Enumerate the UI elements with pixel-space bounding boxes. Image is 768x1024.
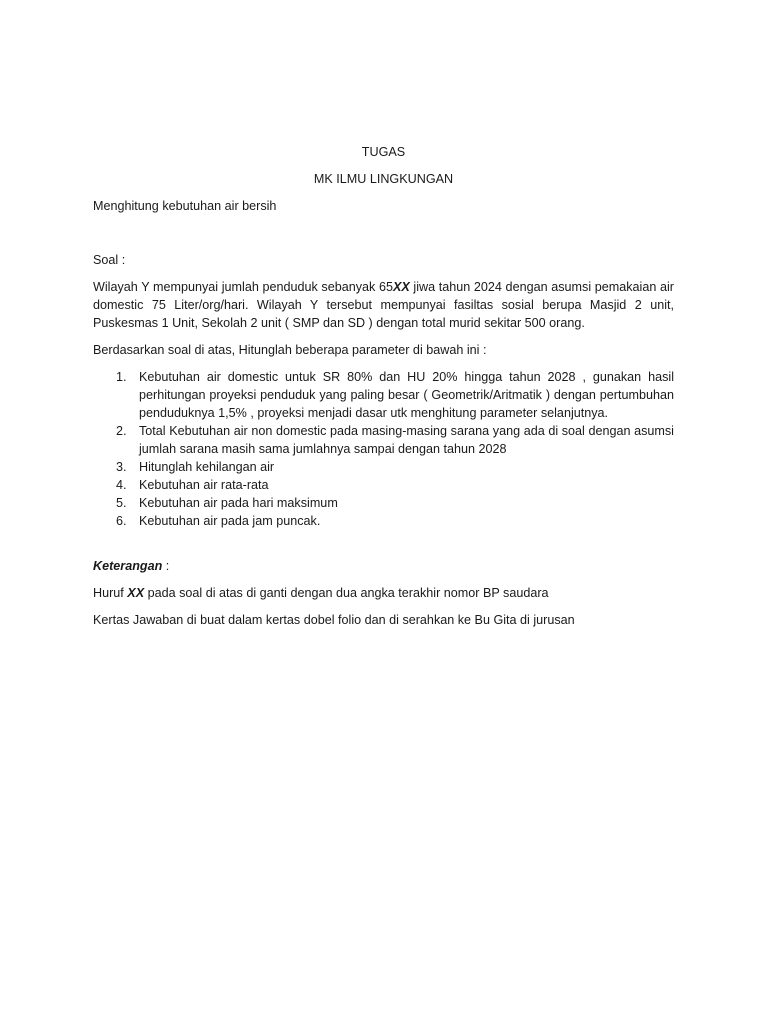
list-item <box>93 368 674 422</box>
list-item-number: 5. <box>116 496 127 510</box>
list-item-number: 3. <box>116 460 127 474</box>
list-item <box>93 476 674 494</box>
list-item <box>93 422 674 458</box>
spacer <box>93 530 674 557</box>
parameter-list <box>93 368 674 530</box>
document-topic: Menghitung kebutuhan air bersih <box>93 199 277 213</box>
soal-label: Soal : <box>93 253 126 267</box>
keterangan-note-2: Kertas Jawaban di buat dalam kertas dobel folio dan di serahkan ke Bu Gita di jurusan <box>93 613 575 627</box>
keterangan-label: Keterangan <box>93 559 163 573</box>
note1-placeholder: XX <box>127 586 145 600</box>
list-item-text: Hitunglah kehilangan air <box>139 460 275 474</box>
list-item-text: Kebutuhan air pada hari maksimum <box>139 496 338 510</box>
note1-part1: Huruf <box>93 586 128 600</box>
keterangan-heading <box>93 557 674 575</box>
list-item-text: Kebutuhan air pada jam puncak. <box>139 514 321 528</box>
list-item-number: 6. <box>116 514 127 528</box>
document-title: TUGAS <box>361 145 406 159</box>
list-item-text: Kebutuhan air rata-rata <box>139 478 269 492</box>
list-item-number: 1. <box>116 370 127 384</box>
document-subtitle: MK ILMU LINGKUNGAN <box>313 172 454 186</box>
list-item <box>93 494 674 512</box>
problem-placeholder: XX <box>392 280 410 294</box>
instruction-text: Berdasarkan soal di atas, Hitunglah beberapa parameter di bawah ini : <box>93 343 487 357</box>
document-content <box>93 143 674 638</box>
note1-part2: pada soal di atas di ganti dengan dua angka terakhir nomor BP saudara <box>144 586 549 600</box>
keterangan-colon: : <box>162 559 170 573</box>
problem-statement <box>93 278 674 332</box>
list-item-text: Total Kebutuhan air non domestic pada masing-masing sarana yang ada di soal dengan asumsi jumlah sarana masih sama jumlahnya sampai dengan tahun 2028 <box>139 424 674 456</box>
list-item <box>93 512 674 530</box>
list-item-text: Kebutuhan air domestic untuk SR 80% dan HU 20% hingga tahun 2028 , gunakan hasil perhitungan proyeksi penduduk yang paling besar ( Geometrik/Aritmatik ) dengan pertumbuhan penduduknya 1,5% , proyeksi menjadi dasar utk menghitung parameter selanjutnya. <box>139 370 674 420</box>
list-item-number: 2. <box>116 424 127 438</box>
list-item-number: 4. <box>116 478 127 492</box>
problem-text-part2: jiwa tahun 2024 dengan asumsi pemakaian air domestic 75 Liter/org/hari. Wilayah Y tersebut mempunyai fasiltas sosial berupa Masjid 2 unit, Puskesmas 1 Unit, Sekolah 2 unit ( SMP dan SD ) dengan total murid sekitar 500 orang. <box>93 280 674 330</box>
problem-text-part1: Wilayah Y mempunyai jumlah penduduk sebanyak 65 <box>93 280 393 294</box>
list-item <box>93 458 674 476</box>
spacer <box>93 224 674 251</box>
keterangan-note-1 <box>93 584 674 602</box>
